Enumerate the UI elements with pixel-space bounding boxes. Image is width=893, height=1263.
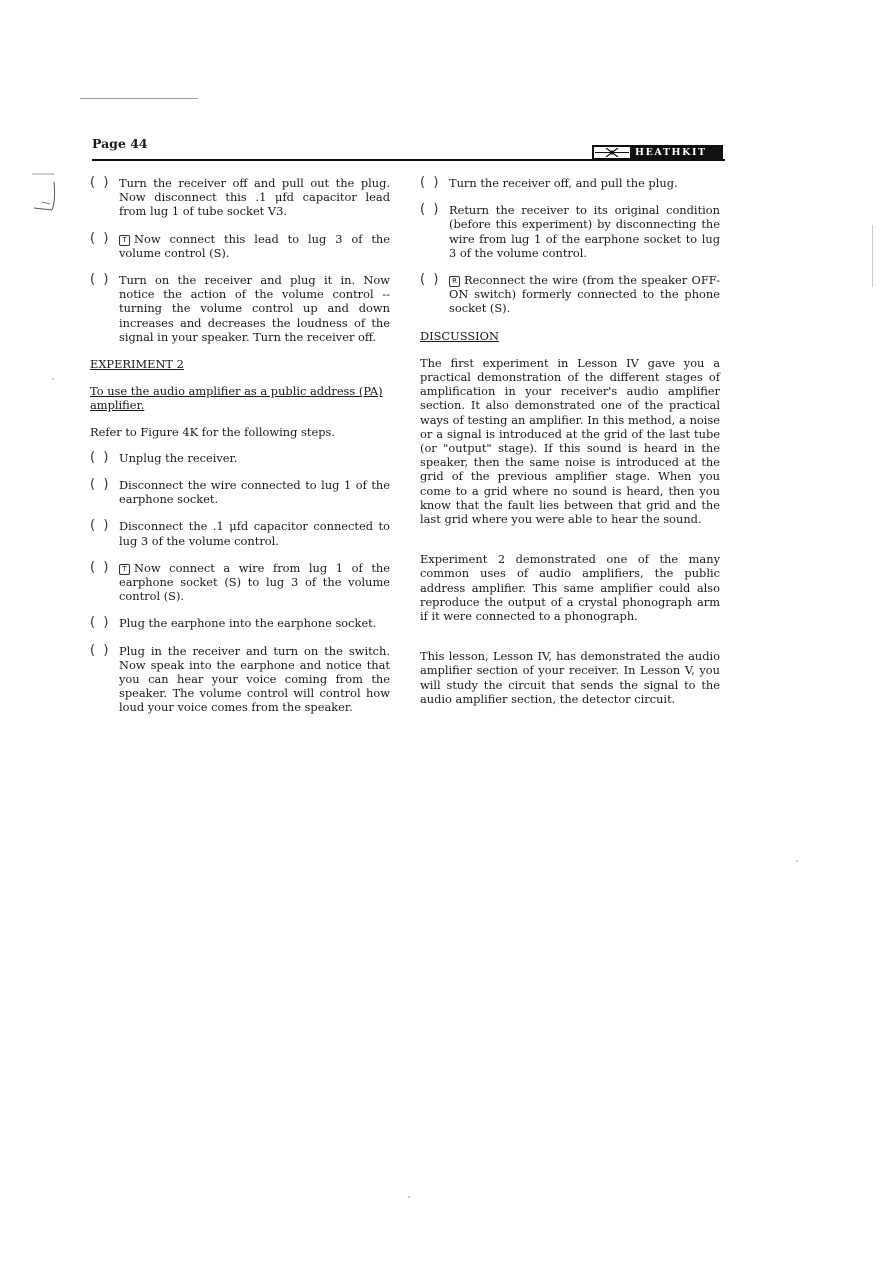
- step-text: Disconnect the wire connected to lug 1 of the earphone socket.: [119, 478, 390, 507]
- step-text: Plug in the receiver and turn on the switch. Now speak into the earphone and notice that you can hear your voice coming from the speaker. The volume control will control how loud your voice comes from the speaker.: [119, 643, 390, 715]
- margin-speck: [796, 860, 798, 862]
- step-text: Disconnect the .1 μfd capacitor connected to lug 3 of the volume control.: [119, 519, 390, 548]
- refer-text: Refer to Figure 4K for the following steps.: [90, 424, 335, 439]
- top-rule: [80, 98, 198, 99]
- discussion-paragraph: This lesson, Lesson IV, has demonstrated the audio amplifier section of your receiver. In Lesson V, you will study the circuit that sends the signal to the audio amplifier section, the detector circuit.: [420, 649, 720, 706]
- left-column: [90, 176, 390, 728]
- checklist-step: [420, 176, 720, 190]
- step-checkbox[interactable]: ( ): [90, 175, 109, 190]
- step-checkbox[interactable]: ( ): [90, 449, 109, 465]
- step-checkbox[interactable]: ( ): [90, 477, 109, 493]
- step-text: Plug the earphone into the earphone socket.: [119, 616, 377, 631]
- step-text: Reconnect the wire (from the speaker OFF-ON switch) formerly connected to the phone socket (S).: [449, 273, 720, 316]
- margin-speck: [52, 378, 54, 380]
- step-text: Now connect this lead to lug 3 of the volume control (S).: [119, 231, 390, 260]
- step-checkbox[interactable]: ( ): [90, 518, 109, 534]
- step-text: Return the receiver to its original condition (before this experiment) by disconnecting the wire from lug 1 of the earphone socket to lug 3 of the volume control.: [449, 203, 720, 260]
- step-text: Turn the receiver off, and pull the plug.: [449, 176, 678, 190]
- checklist-step: [420, 273, 720, 316]
- discussion-paragraph: The first experiment in Lesson IV gave you a practical demonstration of the different stages of amplification in your receiver's audio amplifier section. It also demonstrated one of the practical ways of testing an amplifier. In this method, a noise or a signal is introduced at the grid of the last tube (or "output" stage). If this sound is heard in the speaker, then the same noise is introduced at the grid of the previous amplifier stage. When you come to a grid where no sound is heard, then you know that the fault lies between that grid and the last grid where you were able to hear the sound.: [420, 355, 720, 527]
- tool-mark-icon: R: [449, 276, 460, 287]
- checklist-step: [90, 478, 390, 506]
- checklist-step: [90, 616, 390, 630]
- checklist-step: [90, 644, 390, 715]
- logo-text: HEATHKIT: [635, 147, 707, 158]
- step-checkbox[interactable]: ( ): [420, 175, 439, 190]
- tool-mark-icon: T: [119, 235, 130, 246]
- checklist-step: [90, 519, 390, 547]
- right-column: [420, 176, 720, 718]
- step-text: Turn on the receiver and plug it in. Now notice the action of the volume control -- turning the volume control up and down increases and decreases the loudness of the signal in your speaker. Turn the receiver off.: [119, 273, 390, 344]
- heathkit-logo: [592, 145, 723, 160]
- checklist-step: [90, 561, 390, 604]
- checklist-step: [90, 176, 390, 219]
- step-checkbox[interactable]: ( ): [420, 272, 439, 288]
- experiment-subheading: To use the audio amplifier as a public address (PA) amplifier.: [90, 384, 383, 413]
- tool-mark-icon: T: [119, 564, 130, 575]
- discussion-paragraph: Experiment 2 demonstrated one of the many common uses of audio amplifiers, the public address amplifier. This same amplifier could also reproduce the output of a crystal phonograph arm if it were connected to a phonograph.: [420, 552, 720, 624]
- step-checkbox[interactable]: ( ): [90, 615, 109, 631]
- page-number: Page 44: [92, 136, 148, 151]
- step-checkbox[interactable]: ( ): [90, 642, 109, 658]
- checklist-step: [90, 451, 390, 465]
- step-checkbox[interactable]: ( ): [90, 230, 109, 246]
- header-rule: [92, 159, 725, 161]
- margin-bracket-mark: [28, 172, 58, 216]
- step-text: Turn the receiver off and pull out the plug. Now disconnect this .1 μfd capacitor lead from lug 1 of tube socket V3.: [119, 176, 390, 219]
- step-checkbox[interactable]: ( ): [90, 272, 109, 288]
- experiment-heading: EXPERIMENT 2: [90, 357, 184, 372]
- step-checkbox[interactable]: ( ): [420, 202, 439, 218]
- step-text: Unplug the receiver.: [119, 450, 238, 465]
- margin-side-line: [872, 225, 873, 287]
- checklist-step: [90, 232, 390, 260]
- checklist-step: [420, 203, 720, 260]
- step-text: Now connect a wire from lug 1 of the earphone socket (S) to lug 3 of the volume control (S).: [119, 560, 390, 604]
- discussion-heading: DISCUSSION: [420, 328, 499, 343]
- step-checkbox[interactable]: ( ): [90, 559, 109, 575]
- checklist-step: [90, 273, 390, 344]
- margin-speck: [408, 1196, 410, 1198]
- logo-emblem-icon: [594, 147, 630, 158]
